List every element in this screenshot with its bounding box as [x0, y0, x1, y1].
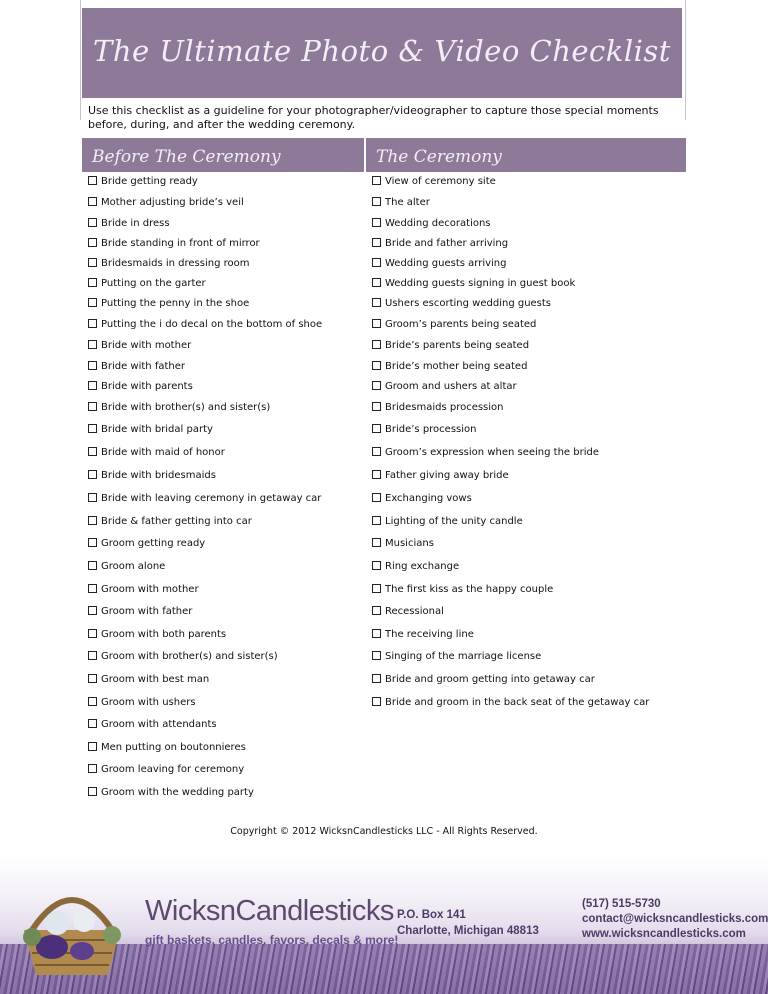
before-ceremony-item — [88, 176, 198, 187]
checkbox-icon[interactable] — [88, 361, 97, 370]
before-ceremony-item-label: Bride with bridal party — [101, 424, 213, 435]
ceremony-item-label: The alter — [385, 197, 430, 208]
ceremony-item — [372, 697, 649, 708]
po-box: P.O. Box 141 — [397, 909, 466, 921]
ceremony-item — [372, 538, 434, 549]
brand-logo: WicksnCandlesticks — [145, 895, 394, 927]
checkbox-icon[interactable] — [88, 742, 97, 751]
checkbox-icon[interactable] — [372, 238, 381, 247]
page-title: The Ultimate Photo & Video Checklist — [93, 34, 671, 68]
before-ceremony-item-label: Bridesmaids in dressing room — [101, 258, 250, 269]
before-ceremony-item — [88, 298, 249, 309]
ceremony-item-label: Groom’s expression when seeing the bride — [385, 447, 599, 458]
city-state-zip: Charlotte, Michigan 48813 — [397, 925, 539, 937]
checkbox-icon[interactable] — [372, 402, 381, 411]
ceremony-item — [372, 674, 595, 685]
before-ceremony-item — [88, 218, 170, 229]
checkbox-icon[interactable] — [88, 719, 97, 728]
before-ceremony-item-label: Bride with bridesmaids — [101, 470, 216, 481]
checkbox-icon[interactable] — [372, 651, 381, 660]
checkbox-icon[interactable] — [88, 424, 97, 433]
checkbox-icon[interactable] — [88, 674, 97, 683]
gift-basket-icon — [12, 875, 132, 980]
before-ceremony-item-label: Groom with best man — [101, 674, 210, 685]
before-ceremony-item-label: Putting on the garter — [101, 278, 206, 289]
ceremony-item — [372, 258, 506, 269]
before-ceremony-item-label: Groom with attendants — [101, 719, 217, 730]
checkbox-icon[interactable] — [88, 447, 97, 456]
before-ceremony-item — [88, 719, 217, 730]
before-ceremony-item — [88, 238, 260, 249]
before-ceremony-item-label: Groom getting ready — [101, 538, 206, 549]
website-link[interactable]: www.wicksncandlesticks.com — [582, 928, 746, 940]
before-ceremony-item-label: Mother adjusting bride’s veil — [101, 197, 244, 208]
checkbox-icon[interactable] — [372, 629, 381, 638]
intro-text: Use this checklist as a guideline for your photographer/videographer to capture those special moments before, during, and after the wedding ceremony. — [88, 104, 659, 131]
ceremony-item-label: Groom and ushers at altar — [385, 381, 517, 392]
ceremony-item-label: Bride’s mother being seated — [385, 361, 528, 372]
checkbox-icon[interactable] — [88, 651, 97, 660]
ceremony-item-label: Recessional — [385, 606, 444, 617]
ceremony-item — [372, 218, 491, 229]
before-ceremony-item-label: Groom with father — [101, 606, 193, 617]
checkbox-icon[interactable] — [372, 697, 381, 706]
checkbox-icon[interactable] — [372, 470, 381, 479]
before-ceremony-item-label: Bride with father — [101, 361, 185, 372]
checkbox-icon[interactable] — [88, 218, 97, 227]
checkbox-icon[interactable] — [88, 470, 97, 479]
section-title-ceremony: The Ceremony — [376, 147, 502, 167]
checkbox-icon[interactable] — [372, 674, 381, 683]
checkbox-icon[interactable] — [88, 238, 97, 247]
before-ceremony-item — [88, 606, 192, 617]
ceremony-item-label: Singing of the marriage license — [385, 651, 542, 662]
ceremony-item — [372, 516, 523, 527]
checkbox-icon[interactable] — [88, 561, 97, 570]
checkbox-icon[interactable] — [372, 516, 381, 525]
checkbox-icon[interactable] — [88, 298, 97, 307]
before-ceremony-item — [88, 197, 244, 208]
ceremony-item-label: Ring exchange — [385, 561, 460, 572]
before-ceremony-item-label: Bride with mother — [101, 340, 192, 351]
before-ceremony-item — [88, 742, 246, 753]
ceremony-item-label: Musicians — [385, 538, 434, 549]
copyright: Copyright © 2012 WicksnCandlesticks LLC - All Rights Reserved. — [230, 826, 538, 837]
before-ceremony-item-label: Bride with parents — [101, 381, 193, 392]
checkbox-icon[interactable] — [88, 319, 97, 328]
checkbox-icon[interactable] — [372, 319, 381, 328]
ceremony-item-label: Wedding guests arriving — [385, 258, 507, 269]
checkbox-icon[interactable] — [372, 493, 381, 502]
before-ceremony-item — [88, 470, 216, 481]
ceremony-item-label: Lighting of the unity candle — [385, 516, 523, 527]
ceremony-item-label: Bride and groom in the back seat of the getaway car — [385, 697, 650, 708]
ceremony-item-label: Wedding guests signing in guest book — [385, 278, 576, 289]
ceremony-item — [372, 493, 472, 504]
ceremony-item — [372, 651, 541, 662]
section-header-before — [82, 138, 364, 172]
checkbox-icon[interactable] — [372, 176, 381, 185]
checkbox-icon[interactable] — [372, 340, 381, 349]
before-ceremony-item — [88, 764, 244, 775]
ceremony-item — [372, 402, 504, 413]
before-ceremony-item-label: Putting the penny in the shoe — [101, 298, 250, 309]
before-ceremony-item-label: Groom leaving for ceremony — [101, 764, 245, 775]
before-ceremony-item — [88, 278, 206, 289]
ceremony-item — [372, 629, 474, 640]
ceremony-item-label: Groom’s parents being seated — [385, 319, 537, 330]
ceremony-item — [372, 361, 527, 372]
email-link[interactable]: contact@wicksncandlesticks.com — [582, 913, 768, 925]
checkbox-icon[interactable] — [88, 787, 97, 796]
ceremony-item-label: Father giving away bride — [385, 470, 509, 481]
ceremony-item — [372, 606, 444, 617]
before-ceremony-item — [88, 697, 196, 708]
checkbox-icon[interactable] — [372, 258, 381, 267]
before-ceremony-item — [88, 787, 254, 798]
before-ceremony-item — [88, 561, 165, 572]
before-ceremony-item-label: Bride with brother(s) and sister(s) — [101, 402, 271, 413]
ceremony-item — [372, 561, 459, 572]
ceremony-item-label: Bride and groom getting into getaway car — [385, 674, 595, 685]
before-ceremony-item — [88, 402, 270, 413]
before-ceremony-item — [88, 629, 226, 640]
title-banner — [82, 8, 682, 98]
checkbox-icon[interactable] — [372, 381, 381, 390]
before-ceremony-item — [88, 361, 185, 372]
checkbox-icon[interactable] — [88, 697, 97, 706]
checkbox-icon[interactable] — [372, 538, 381, 547]
ceremony-item-label: Bride and father arriving — [385, 238, 509, 249]
checkbox-icon[interactable] — [88, 538, 97, 547]
before-ceremony-item — [88, 447, 225, 458]
ceremony-item — [372, 197, 430, 208]
checkbox-icon[interactable] — [88, 258, 97, 267]
checkbox-icon[interactable] — [88, 606, 97, 615]
before-ceremony-item-label: Groom with brother(s) and sister(s) — [101, 651, 278, 662]
footer-banner — [0, 855, 768, 994]
ceremony-item-label: The first kiss as the happy couple — [385, 584, 554, 595]
ceremony-item-label: Exchanging vows — [385, 493, 472, 504]
ceremony-item — [372, 340, 529, 351]
checkbox-icon[interactable] — [372, 561, 381, 570]
before-ceremony-item — [88, 258, 249, 269]
ceremony-item-label: Wedding decorations — [385, 218, 491, 229]
before-ceremony-item-label: Men putting on boutonnieres — [101, 742, 246, 753]
phone-number: (517) 515-5730 — [582, 898, 661, 910]
checkbox-icon[interactable] — [88, 197, 97, 206]
ceremony-item — [372, 424, 476, 435]
checkbox-icon[interactable] — [372, 584, 381, 593]
checkbox-icon[interactable] — [88, 584, 97, 593]
ceremony-item-label: Bridesmaids procession — [385, 402, 504, 413]
ceremony-item-label: Ushers escorting wedding guests — [385, 298, 552, 309]
before-ceremony-item-label: Bride getting ready — [101, 176, 198, 187]
ceremony-item-label: The receiving line — [385, 629, 474, 640]
before-ceremony-item — [88, 319, 322, 330]
ceremony-item-label: Bride’s parents being seated — [385, 340, 530, 351]
ceremony-item — [372, 298, 551, 309]
before-ceremony-item — [88, 381, 193, 392]
checkbox-icon[interactable] — [88, 176, 97, 185]
before-ceremony-item — [88, 674, 209, 685]
checkbox-icon[interactable] — [88, 402, 97, 411]
before-ceremony-item-label: Groom with mother — [101, 584, 199, 595]
before-ceremony-item — [88, 651, 278, 662]
checkbox-icon[interactable] — [372, 447, 381, 456]
before-ceremony-item — [88, 493, 321, 504]
before-ceremony-item-label: Putting the i do decal on the bottom of shoe — [101, 319, 323, 330]
before-ceremony-item — [88, 424, 213, 435]
section-title-before: Before The Ceremony — [92, 147, 281, 167]
checkbox-icon[interactable] — [88, 381, 97, 390]
ceremony-item — [372, 176, 496, 187]
before-ceremony-item-label: Bride & father getting into car — [101, 516, 252, 527]
ceremony-item — [372, 319, 536, 330]
brand-tagline: gift baskets, candles, favors, decals & more! — [145, 933, 399, 947]
checkbox-icon[interactable] — [372, 424, 381, 433]
ceremony-item-label: View of ceremony site — [385, 176, 496, 187]
mailing-address — [397, 907, 539, 939]
ceremony-item — [372, 447, 599, 458]
ceremony-item — [372, 470, 509, 481]
section-header-ceremony — [366, 138, 686, 172]
before-ceremony-item — [88, 340, 191, 351]
checkbox-icon[interactable] — [372, 218, 381, 227]
checkbox-icon[interactable] — [372, 278, 381, 287]
before-ceremony-item — [88, 516, 252, 527]
before-ceremony-item-label: Groom alone — [101, 561, 166, 572]
checkbox-icon[interactable] — [372, 197, 381, 206]
before-ceremony-item-label: Groom with the wedding party — [101, 787, 254, 798]
checkbox-icon[interactable] — [88, 516, 97, 525]
before-ceremony-item-label: Bride in dress — [101, 218, 170, 229]
checkbox-icon[interactable] — [88, 629, 97, 638]
checkbox-icon[interactable] — [372, 361, 381, 370]
ceremony-item — [372, 238, 508, 249]
ceremony-item — [372, 381, 517, 392]
before-ceremony-item — [88, 584, 199, 595]
before-ceremony-item-label: Groom with ushers — [101, 697, 196, 708]
contact-info — [582, 897, 768, 942]
checkbox-icon[interactable] — [88, 340, 97, 349]
ceremony-item-label: Bride’s procession — [385, 424, 477, 435]
before-ceremony-item-label: Bride standing in front of mirror — [101, 238, 260, 249]
checkbox-icon[interactable] — [372, 298, 381, 307]
ceremony-item — [372, 584, 553, 595]
before-ceremony-item-label: Bride with maid of honor — [101, 447, 225, 458]
before-ceremony-item-label: Groom with both parents — [101, 629, 227, 640]
checkbox-icon[interactable] — [88, 764, 97, 773]
ceremony-item — [372, 278, 575, 289]
before-ceremony-item-label: Bride with leaving ceremony in getaway car — [101, 493, 322, 504]
checkbox-icon[interactable] — [88, 278, 97, 287]
checkbox-icon[interactable] — [372, 606, 381, 615]
checkbox-icon[interactable] — [88, 493, 97, 502]
before-ceremony-item — [88, 538, 205, 549]
